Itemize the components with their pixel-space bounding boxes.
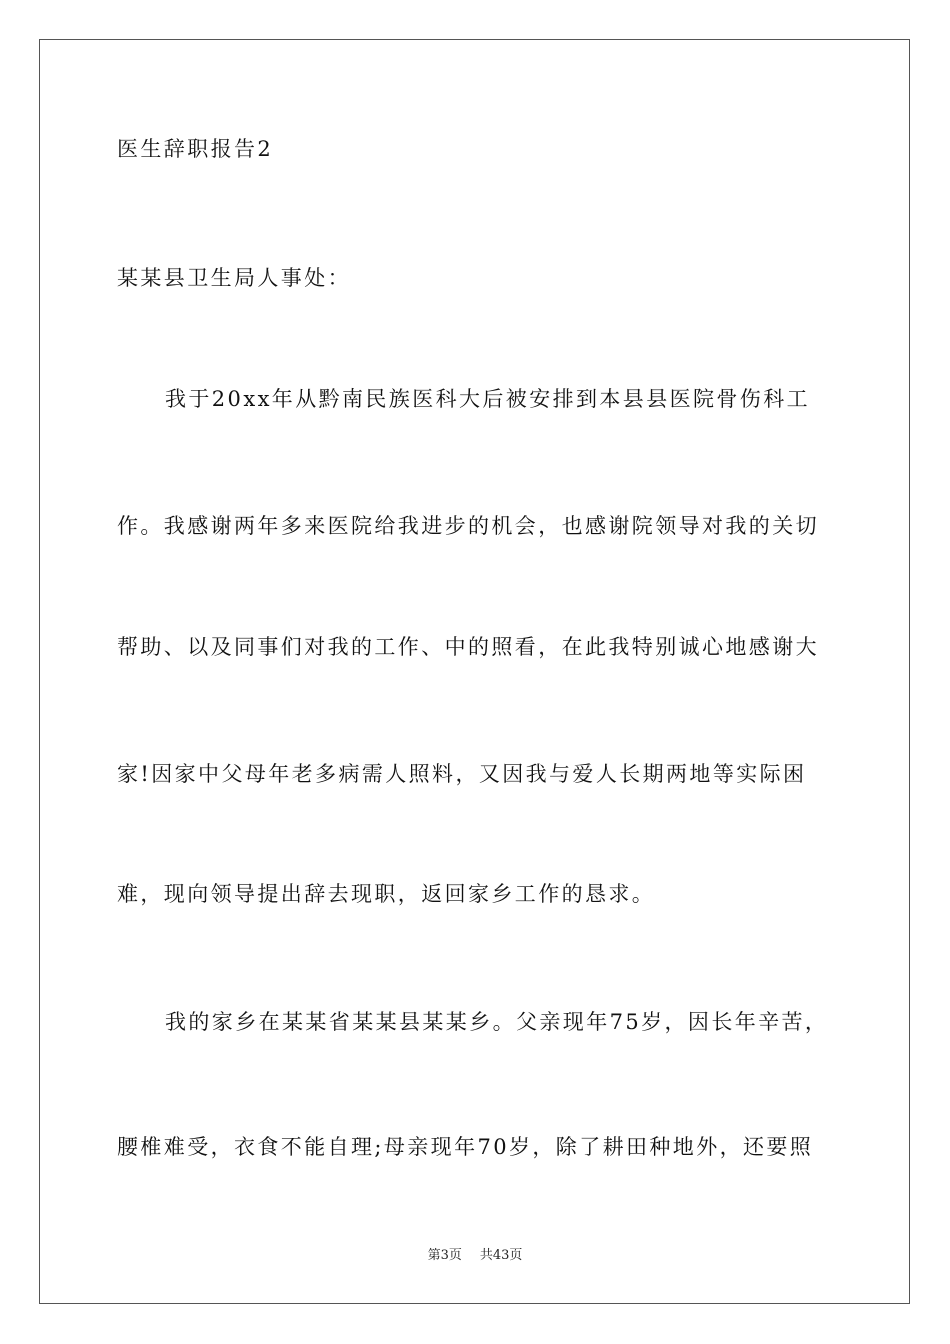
document-title: 医生辞职报告2: [117, 137, 274, 161]
paragraph-line: 我于20xx年从黔南民族医科大后被安排到本县县医院骨伤科工: [165, 387, 811, 411]
paragraph-line: 帮助、以及同事们对我的工作、中的照看，在此我特别诚心地感谢大: [117, 635, 819, 659]
paragraph-line: 家!因家中父母年老多病需人照料，又因我与爱人长期两地等实际困: [117, 762, 807, 786]
page-number: 第3页: [427, 1248, 462, 1263]
page-footer: [0, 1247, 950, 1265]
page-total: 共43页: [479, 1248, 523, 1263]
paragraph-line: 腰椎难受，衣食不能自理;母亲现年70岁，除了耕田种地外，还要照: [117, 1135, 814, 1159]
paragraph-line: 作。我感谢两年多来医院给我进步的机会，也感谢院领导对我的关切: [117, 514, 819, 538]
salutation: 某某县卫生局人事处：: [117, 266, 351, 290]
paragraph-line: 难，现向领导提出辞去现职，返回家乡工作的恳求。: [117, 882, 656, 906]
page-border: [39, 39, 910, 1304]
paragraph-line: 我的家乡在某某省某某县某某乡。父亲现年75岁，因长年辛苦，: [165, 1010, 829, 1034]
